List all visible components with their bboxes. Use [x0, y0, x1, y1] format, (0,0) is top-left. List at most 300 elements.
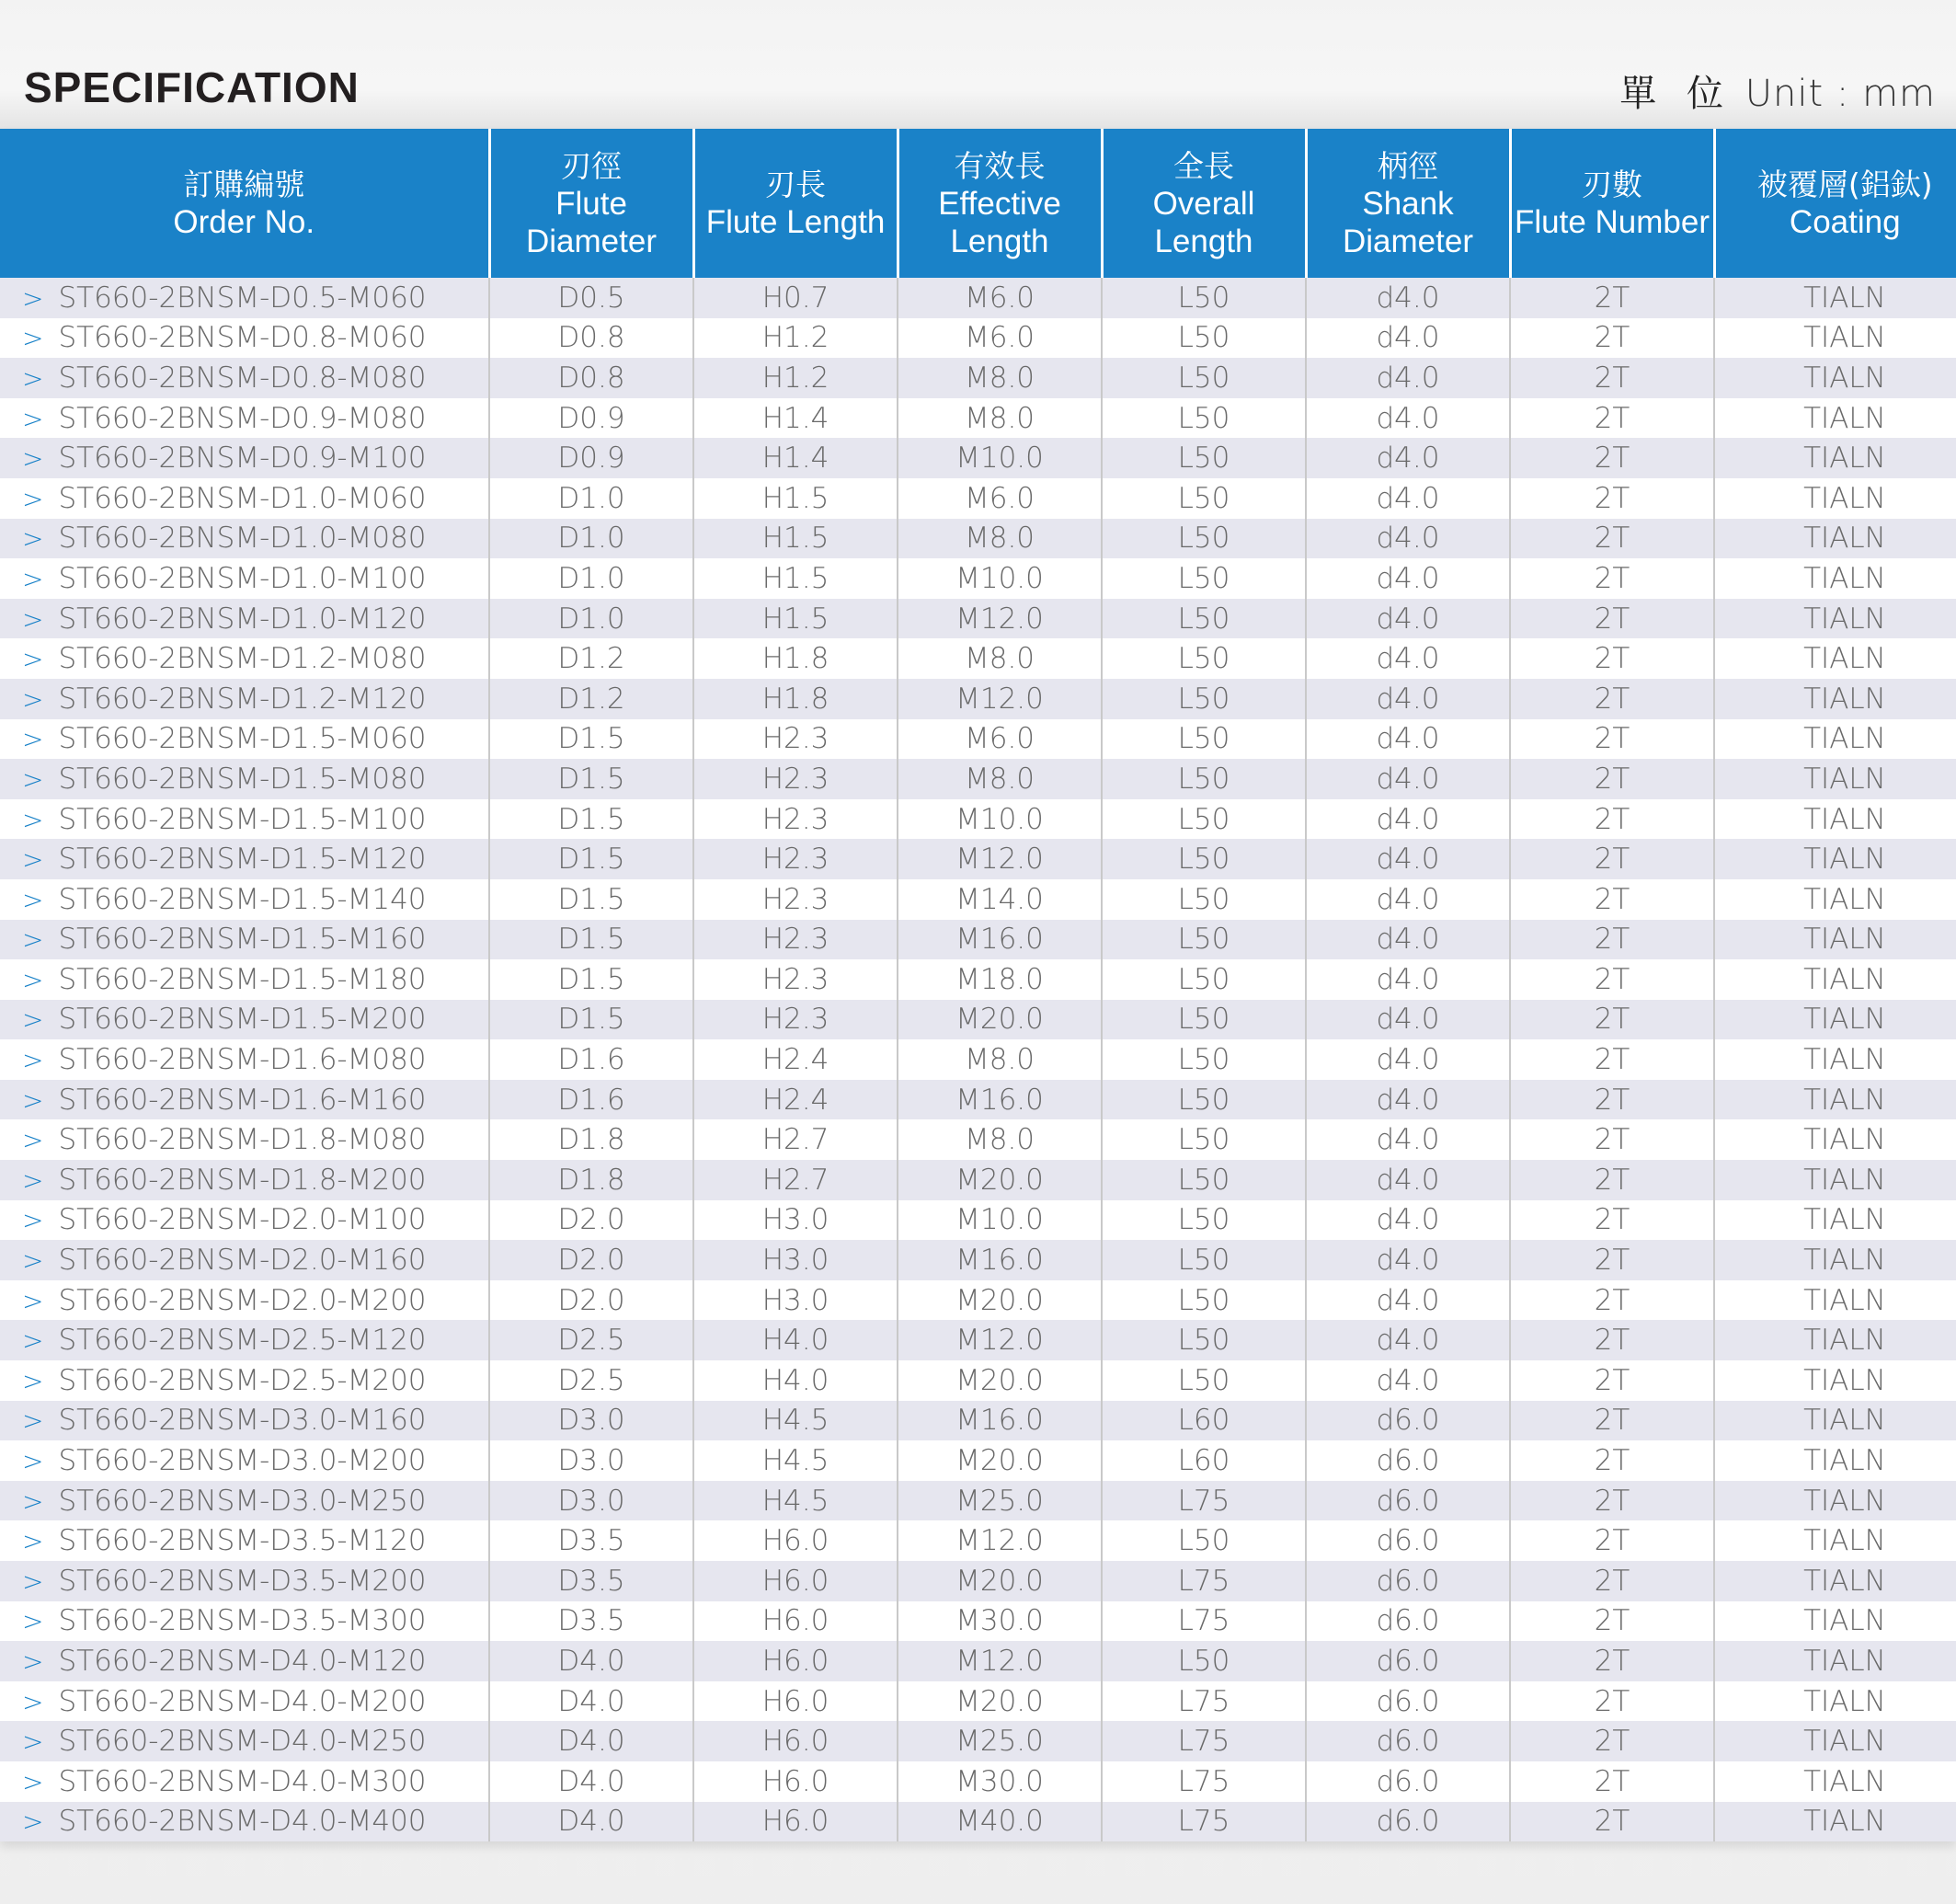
- flute-length-cell: H3.0: [693, 1240, 898, 1280]
- order-no-cell[interactable]: [0, 920, 489, 960]
- flute-number-cell: 2T: [1510, 719, 1714, 760]
- chevron-right-icon: >: [22, 724, 44, 755]
- table-row: [0, 759, 1956, 799]
- flute-diameter-cell: D1.5: [489, 799, 693, 840]
- effective-length-cell: M14.0: [898, 879, 1102, 920]
- flute-diameter-cell: D1.5: [489, 759, 693, 799]
- effective-length-cell: M10.0: [898, 1200, 1102, 1241]
- order-number[interactable]: ST660-2BNSM-D1.8-M080: [58, 1123, 427, 1157]
- flute-number-cell: 2T: [1510, 638, 1714, 679]
- coating-cell: TIALN: [1714, 1200, 1956, 1241]
- coating-cell: TIALN: [1714, 318, 1956, 359]
- overall-length-cell: L50: [1102, 1360, 1306, 1401]
- order-no-cell[interactable]: [0, 1601, 489, 1642]
- flute-diameter-cell: D0.8: [489, 318, 693, 359]
- order-number[interactable]: ST660-2BNSM-D2.0-M160: [58, 1244, 427, 1278]
- flute-length-cell: H6.0: [693, 1802, 898, 1842]
- order-no-cell[interactable]: [0, 318, 489, 359]
- coating-cell: TIALN: [1714, 1641, 1956, 1681]
- table-row: [0, 920, 1956, 960]
- overall-length-cell: L50: [1102, 478, 1306, 519]
- chevron-right-icon: >: [22, 1726, 44, 1758]
- shank-diameter-cell: d4.0: [1306, 1080, 1510, 1120]
- flute-length-cell: H2.7: [693, 1160, 898, 1200]
- shank-diameter-cell: d6.0: [1306, 1681, 1510, 1722]
- order-no-cell[interactable]: [0, 1440, 489, 1481]
- order-number[interactable]: ST660-2BNSM-D1.5-M200: [58, 1003, 427, 1037]
- chevron-right-icon: >: [22, 763, 44, 795]
- order-no-cell[interactable]: [0, 759, 489, 799]
- order-no-cell[interactable]: [0, 1681, 489, 1722]
- order-no-cell[interactable]: [0, 599, 489, 639]
- coating-cell: TIALN: [1714, 278, 1956, 318]
- chevron-right-icon: >: [22, 924, 44, 956]
- table-row: [0, 1561, 1956, 1601]
- order-no-cell[interactable]: [0, 1000, 489, 1040]
- flute-number-cell: 2T: [1510, 799, 1714, 840]
- order-number[interactable]: ST660-2BNSM-D1.0-M100: [58, 561, 427, 595]
- table-row: [0, 519, 1956, 559]
- table-row: [0, 1601, 1956, 1642]
- col-header-coating: [1714, 129, 1956, 278]
- order-no-cell[interactable]: [0, 1160, 489, 1200]
- order-number[interactable]: ST660-2BNSM-D1.0-M060: [58, 481, 427, 515]
- order-no-cell[interactable]: [0, 1039, 489, 1080]
- overall-length-cell: L50: [1102, 920, 1306, 960]
- overall-length-cell: L50: [1102, 1080, 1306, 1120]
- coating-cell: TIALN: [1714, 799, 1956, 840]
- order-number[interactable]: ST660-2BNSM-D1.0-M120: [58, 602, 427, 636]
- flute-diameter-cell: D2.0: [489, 1240, 693, 1280]
- table-row: [0, 438, 1956, 478]
- overall-length-cell: L50: [1102, 679, 1306, 719]
- shank-diameter-cell: d4.0: [1306, 558, 1510, 599]
- coating-cell: TIALN: [1714, 1240, 1956, 1280]
- flute-length-cell: H1.5: [693, 478, 898, 519]
- coating-cell: TIALN: [1714, 839, 1956, 879]
- table-row: [0, 839, 1956, 879]
- effective-length-cell: M8.0: [898, 519, 1102, 559]
- order-number[interactable]: ST660-2BNSM-D2.5-M200: [58, 1363, 427, 1397]
- flute-length-cell: H2.3: [693, 719, 898, 760]
- flute-number-cell: 2T: [1510, 478, 1714, 519]
- order-number[interactable]: ST660-2BNSM-D4.0-M200: [58, 1684, 427, 1718]
- col-header-zh: 刃數: [1582, 166, 1642, 202]
- flute-diameter-cell: D1.5: [489, 920, 693, 960]
- chevron-right-icon: >: [22, 1325, 44, 1357]
- coating-cell: TIALN: [1714, 558, 1956, 599]
- flute-diameter-cell: D0.8: [489, 358, 693, 398]
- flute-length-cell: H1.2: [693, 318, 898, 359]
- shank-diameter-cell: d4.0: [1306, 318, 1510, 359]
- flute-diameter-cell: D1.6: [489, 1039, 693, 1080]
- shank-diameter-cell: d4.0: [1306, 959, 1510, 1000]
- flute-number-cell: 2T: [1510, 959, 1714, 1000]
- order-number[interactable]: ST660-2BNSM-D3.5-M120: [58, 1524, 427, 1558]
- flute-length-cell: H4.0: [693, 1320, 898, 1360]
- flute-length-cell: H2.3: [693, 799, 898, 840]
- order-no-cell[interactable]: [0, 799, 489, 840]
- order-no-cell[interactable]: [0, 398, 489, 439]
- chevron-right-icon: >: [22, 1285, 44, 1316]
- flute-diameter-cell: D3.5: [489, 1520, 693, 1561]
- flute-length-cell: H6.0: [693, 1761, 898, 1802]
- coating-cell: TIALN: [1714, 1440, 1956, 1481]
- effective-length-cell: M20.0: [898, 1160, 1102, 1200]
- coating-cell: TIALN: [1714, 1761, 1956, 1802]
- shank-diameter-cell: d4.0: [1306, 1200, 1510, 1241]
- col-header-en: Flute Number: [1514, 204, 1710, 240]
- effective-length-cell: M18.0: [898, 959, 1102, 1000]
- overall-length-cell: L50: [1102, 1641, 1306, 1681]
- chevron-right-icon: >: [22, 1766, 44, 1797]
- flute-diameter-cell: D4.0: [489, 1721, 693, 1761]
- shank-diameter-cell: d6.0: [1306, 1481, 1510, 1521]
- flute-length-cell: H2.7: [693, 1119, 898, 1160]
- flute-number-cell: 2T: [1510, 839, 1714, 879]
- flute-length-cell: H2.3: [693, 839, 898, 879]
- flute-length-cell: H3.0: [693, 1200, 898, 1241]
- effective-length-cell: M8.0: [898, 759, 1102, 799]
- effective-length-cell: M8.0: [898, 1119, 1102, 1160]
- overall-length-cell: L50: [1102, 1039, 1306, 1080]
- overall-length-cell: L50: [1102, 318, 1306, 359]
- chevron-right-icon: >: [22, 1004, 44, 1036]
- overall-length-cell: L50: [1102, 1160, 1306, 1200]
- order-number[interactable]: ST660-2BNSM-D4.0-M120: [58, 1644, 427, 1678]
- order-number[interactable]: ST660-2BNSM-D1.5-M160: [58, 923, 427, 957]
- order-no-cell[interactable]: [0, 1520, 489, 1561]
- flute-length-cell: H6.0: [693, 1641, 898, 1681]
- table-row: [0, 1401, 1956, 1441]
- flute-diameter-cell: D1.8: [489, 1119, 693, 1160]
- shank-diameter-cell: d6.0: [1306, 1641, 1510, 1681]
- order-number[interactable]: ST660-2BNSM-D3.0-M200: [58, 1444, 427, 1478]
- overall-length-cell: L50: [1102, 1520, 1306, 1561]
- order-no-cell[interactable]: [0, 438, 489, 478]
- order-no-cell[interactable]: [0, 1401, 489, 1441]
- flute-diameter-cell: D1.6: [489, 1080, 693, 1120]
- order-number[interactable]: ST660-2BNSM-D1.0-M080: [58, 522, 427, 556]
- flute-diameter-cell: D3.0: [489, 1481, 693, 1521]
- col-header-zh: 有效長: [954, 147, 1046, 184]
- order-number[interactable]: ST660-2BNSM-D1.5-M080: [58, 762, 427, 796]
- overall-length-cell: L50: [1102, 1200, 1306, 1241]
- order-number[interactable]: ST660-2BNSM-D3.0-M160: [58, 1404, 427, 1438]
- order-number[interactable]: ST660-2BNSM-D1.8-M200: [58, 1163, 427, 1197]
- table-row: [0, 1761, 1956, 1802]
- chevron-right-icon: >: [22, 1125, 44, 1156]
- order-number[interactable]: ST660-2BNSM-D2.5-M120: [58, 1324, 427, 1358]
- order-number[interactable]: ST660-2BNSM-D1.5-M060: [58, 722, 427, 756]
- effective-length-cell: M16.0: [898, 920, 1102, 960]
- order-number[interactable]: ST660-2BNSM-D1.6-M080: [58, 1043, 427, 1077]
- order-number[interactable]: ST660-2BNSM-D3.5-M200: [58, 1564, 427, 1598]
- overall-length-cell: L50: [1102, 879, 1306, 920]
- effective-length-cell: M40.0: [898, 1802, 1102, 1842]
- coating-cell: TIALN: [1714, 599, 1956, 639]
- coating-cell: TIALN: [1714, 679, 1956, 719]
- flute-number-cell: 2T: [1510, 438, 1714, 478]
- coating-cell: TIALN: [1714, 1119, 1956, 1160]
- order-no-cell[interactable]: [0, 519, 489, 559]
- table-row: [0, 1802, 1956, 1842]
- overall-length-cell: L75: [1102, 1761, 1306, 1802]
- effective-length-cell: M16.0: [898, 1240, 1102, 1280]
- order-no-cell[interactable]: [0, 1802, 489, 1842]
- shank-diameter-cell: d4.0: [1306, 638, 1510, 679]
- flute-diameter-cell: D3.5: [489, 1561, 693, 1601]
- effective-length-cell: M25.0: [898, 1481, 1102, 1521]
- shank-diameter-cell: d6.0: [1306, 1401, 1510, 1441]
- order-number[interactable]: ST660-2BNSM-D1.5-M140: [58, 882, 427, 916]
- order-no-cell[interactable]: [0, 1761, 489, 1802]
- shank-diameter-cell: d4.0: [1306, 278, 1510, 318]
- overall-length-cell: L50: [1102, 759, 1306, 799]
- flute-number-cell: 2T: [1510, 318, 1714, 359]
- effective-length-cell: M6.0: [898, 478, 1102, 519]
- col-header-en: Shank Diameter: [1343, 185, 1473, 259]
- order-no-cell[interactable]: [0, 1280, 489, 1321]
- order-number[interactable]: ST660-2BNSM-D2.0-M200: [58, 1283, 427, 1317]
- order-no-cell[interactable]: [0, 1320, 489, 1360]
- order-number[interactable]: ST660-2BNSM-D4.0-M250: [58, 1725, 427, 1759]
- table-row: [0, 278, 1956, 318]
- flute-number-cell: 2T: [1510, 1240, 1714, 1280]
- table-row: [0, 879, 1956, 920]
- order-number[interactable]: ST660-2BNSM-D1.6-M160: [58, 1083, 427, 1117]
- overall-length-cell: L60: [1102, 1401, 1306, 1441]
- flute-number-cell: 2T: [1510, 1520, 1714, 1561]
- flute-number-cell: 2T: [1510, 398, 1714, 439]
- chevron-right-icon: >: [22, 804, 44, 835]
- table-header-row: [0, 129, 1956, 278]
- flute-diameter-cell: D1.5: [489, 879, 693, 920]
- table-row: [0, 398, 1956, 439]
- flute-length-cell: H1.2: [693, 358, 898, 398]
- coating-cell: TIALN: [1714, 1721, 1956, 1761]
- chevron-right-icon: >: [22, 1526, 44, 1557]
- order-number[interactable]: ST660-2BNSM-D1.2-M120: [58, 682, 427, 716]
- order-number[interactable]: ST660-2BNSM-D1.2-M080: [58, 642, 427, 676]
- col-header-effective-length: [898, 129, 1102, 278]
- flute-length-cell: H2.3: [693, 920, 898, 960]
- order-number[interactable]: ST660-2BNSM-D0.5-M060: [58, 281, 427, 315]
- table-row: [0, 1681, 1956, 1722]
- order-number[interactable]: ST660-2BNSM-D3.5-M300: [58, 1604, 427, 1638]
- flute-diameter-cell: D4.0: [489, 1761, 693, 1802]
- table-row: [0, 1320, 1956, 1360]
- chevron-right-icon: >: [22, 1245, 44, 1277]
- col-header-order-no: [0, 129, 489, 278]
- flute-length-cell: H2.3: [693, 959, 898, 1000]
- effective-length-cell: M16.0: [898, 1080, 1102, 1120]
- coating-cell: TIALN: [1714, 1360, 1956, 1401]
- table-row: [0, 358, 1956, 398]
- table-row: [0, 558, 1956, 599]
- col-header-zh: 刃徑: [561, 147, 622, 184]
- flute-number-cell: 2T: [1510, 1561, 1714, 1601]
- order-number[interactable]: ST660-2BNSM-D4.0-M300: [58, 1764, 427, 1798]
- order-no-cell[interactable]: [0, 1200, 489, 1241]
- order-no-cell[interactable]: [0, 679, 489, 719]
- shank-diameter-cell: d4.0: [1306, 839, 1510, 879]
- flute-length-cell: H0.7: [693, 278, 898, 318]
- overall-length-cell: L50: [1102, 558, 1306, 599]
- effective-length-cell: M12.0: [898, 1320, 1102, 1360]
- chevron-right-icon: >: [22, 323, 44, 354]
- unit-label-en: Unit : mm: [1744, 73, 1936, 115]
- flute-length-cell: H4.5: [693, 1401, 898, 1441]
- order-no-cell[interactable]: [0, 1240, 489, 1280]
- order-number[interactable]: ST660-2BNSM-D0.8-M060: [58, 321, 427, 355]
- effective-length-cell: M30.0: [898, 1601, 1102, 1642]
- coating-cell: TIALN: [1714, 478, 1956, 519]
- order-no-cell[interactable]: [0, 959, 489, 1000]
- order-number[interactable]: ST660-2BNSM-D0.9-M100: [58, 442, 427, 476]
- effective-length-cell: M30.0: [898, 1761, 1102, 1802]
- flute-length-cell: H1.4: [693, 398, 898, 439]
- shank-diameter-cell: d4.0: [1306, 358, 1510, 398]
- effective-length-cell: M20.0: [898, 1681, 1102, 1722]
- order-no-cell[interactable]: [0, 1561, 489, 1601]
- flute-diameter-cell: D1.8: [489, 1160, 693, 1200]
- coating-cell: TIALN: [1714, 719, 1956, 760]
- flute-number-cell: 2T: [1510, 1681, 1714, 1722]
- flute-length-cell: H2.3: [693, 1000, 898, 1040]
- flute-diameter-cell: D1.0: [489, 558, 693, 599]
- shank-diameter-cell: d4.0: [1306, 1160, 1510, 1200]
- overall-length-cell: L75: [1102, 1481, 1306, 1521]
- order-number[interactable]: ST660-2BNSM-D2.0-M100: [58, 1203, 427, 1237]
- flute-number-cell: 2T: [1510, 1000, 1714, 1040]
- order-number[interactable]: ST660-2BNSM-D1.5-M120: [58, 843, 427, 877]
- coating-cell: TIALN: [1714, 1401, 1956, 1441]
- order-no-cell[interactable]: [0, 1080, 489, 1120]
- col-header-en: Overall Length: [1152, 185, 1255, 259]
- overall-length-cell: L50: [1102, 519, 1306, 559]
- flute-diameter-cell: D1.5: [489, 719, 693, 760]
- order-no-cell[interactable]: [0, 719, 489, 760]
- overall-length-cell: L75: [1102, 1601, 1306, 1642]
- order-number[interactable]: ST660-2BNSM-D0.9-M080: [58, 401, 427, 435]
- shank-diameter-cell: d6.0: [1306, 1601, 1510, 1642]
- overall-length-cell: L50: [1102, 839, 1306, 879]
- order-no-cell[interactable]: [0, 1119, 489, 1160]
- shank-diameter-cell: d4.0: [1306, 1280, 1510, 1321]
- order-no-cell[interactable]: [0, 1360, 489, 1401]
- shank-diameter-cell: d4.0: [1306, 1240, 1510, 1280]
- chevron-right-icon: >: [22, 1686, 44, 1717]
- effective-length-cell: M25.0: [898, 1721, 1102, 1761]
- flute-diameter-cell: D4.0: [489, 1802, 693, 1842]
- col-header-en: Flute Length: [705, 204, 886, 240]
- chevron-right-icon: >: [22, 523, 44, 555]
- chevron-right-icon: >: [22, 1566, 44, 1597]
- order-no-cell[interactable]: [0, 358, 489, 398]
- order-no-cell[interactable]: [0, 478, 489, 519]
- coating-cell: TIALN: [1714, 1039, 1956, 1080]
- chevron-right-icon: >: [22, 1164, 44, 1196]
- table-row: [0, 1039, 1956, 1080]
- order-number[interactable]: ST660-2BNSM-D1.5-M180: [58, 962, 427, 996]
- overall-length-cell: L50: [1102, 599, 1306, 639]
- effective-length-cell: M12.0: [898, 839, 1102, 879]
- shank-diameter-cell: d6.0: [1306, 1561, 1510, 1601]
- flute-length-cell: H4.5: [693, 1481, 898, 1521]
- order-number[interactable]: ST660-2BNSM-D0.8-M080: [58, 361, 427, 395]
- col-header-en: Effective Length: [938, 185, 1061, 259]
- flute-number-cell: 2T: [1510, 1360, 1714, 1401]
- flute-number-cell: 2T: [1510, 1601, 1714, 1642]
- flute-diameter-cell: D4.0: [489, 1641, 693, 1681]
- coating-cell: TIALN: [1714, 1520, 1956, 1561]
- shank-diameter-cell: d4.0: [1306, 398, 1510, 439]
- shank-diameter-cell: d4.0: [1306, 759, 1510, 799]
- flute-length-cell: H6.0: [693, 1681, 898, 1722]
- table-row: [0, 1360, 1956, 1401]
- flute-number-cell: 2T: [1510, 519, 1714, 559]
- overall-length-cell: L50: [1102, 959, 1306, 1000]
- coating-cell: TIALN: [1714, 1561, 1956, 1601]
- flute-number-cell: 2T: [1510, 1401, 1714, 1441]
- coating-cell: TIALN: [1714, 1320, 1956, 1360]
- order-no-cell[interactable]: [0, 638, 489, 679]
- shank-diameter-cell: d4.0: [1306, 799, 1510, 840]
- chevron-right-icon: >: [22, 1446, 44, 1477]
- order-no-cell[interactable]: [0, 1481, 489, 1521]
- order-no-cell[interactable]: [0, 839, 489, 879]
- flute-number-cell: 2T: [1510, 1160, 1714, 1200]
- col-header-flute-diameter: [489, 129, 693, 278]
- effective-length-cell: M12.0: [898, 1520, 1102, 1561]
- table-row: [0, 679, 1956, 719]
- shank-diameter-cell: d4.0: [1306, 719, 1510, 760]
- overall-length-cell: L50: [1102, 398, 1306, 439]
- order-number[interactable]: ST660-2BNSM-D4.0-M400: [58, 1805, 427, 1839]
- overall-length-cell: L50: [1102, 1119, 1306, 1160]
- table-row: [0, 1440, 1956, 1481]
- flute-diameter-cell: D1.0: [489, 599, 693, 639]
- order-no-cell[interactable]: [0, 1641, 489, 1681]
- table-row: [0, 1000, 1956, 1040]
- chevron-right-icon: >: [22, 1084, 44, 1116]
- chevron-right-icon: >: [22, 1405, 44, 1437]
- flute-diameter-cell: D1.2: [489, 638, 693, 679]
- order-number[interactable]: ST660-2BNSM-D1.5-M100: [58, 802, 427, 836]
- chevron-right-icon: >: [22, 483, 44, 514]
- shank-diameter-cell: d4.0: [1306, 679, 1510, 719]
- order-no-cell[interactable]: [0, 558, 489, 599]
- effective-length-cell: M12.0: [898, 1641, 1102, 1681]
- flute-length-cell: H6.0: [693, 1601, 898, 1642]
- flute-length-cell: H6.0: [693, 1561, 898, 1601]
- col-header-zh: 刃長: [765, 166, 826, 202]
- flute-length-cell: H1.5: [693, 599, 898, 639]
- chevron-right-icon: >: [22, 1045, 44, 1076]
- order-no-cell[interactable]: [0, 1721, 489, 1761]
- shank-diameter-cell: d4.0: [1306, 438, 1510, 478]
- col-header-zh: 訂購編號: [183, 166, 305, 202]
- order-no-cell[interactable]: [0, 278, 489, 318]
- coating-cell: TIALN: [1714, 1160, 1956, 1200]
- order-no-cell[interactable]: [0, 879, 489, 920]
- table-row: [0, 1721, 1956, 1761]
- order-number[interactable]: ST660-2BNSM-D3.0-M250: [58, 1484, 427, 1518]
- unit-label-zh: 單 位: [1619, 73, 1733, 115]
- flute-diameter-cell: D0.9: [489, 438, 693, 478]
- flute-diameter-cell: D1.0: [489, 478, 693, 519]
